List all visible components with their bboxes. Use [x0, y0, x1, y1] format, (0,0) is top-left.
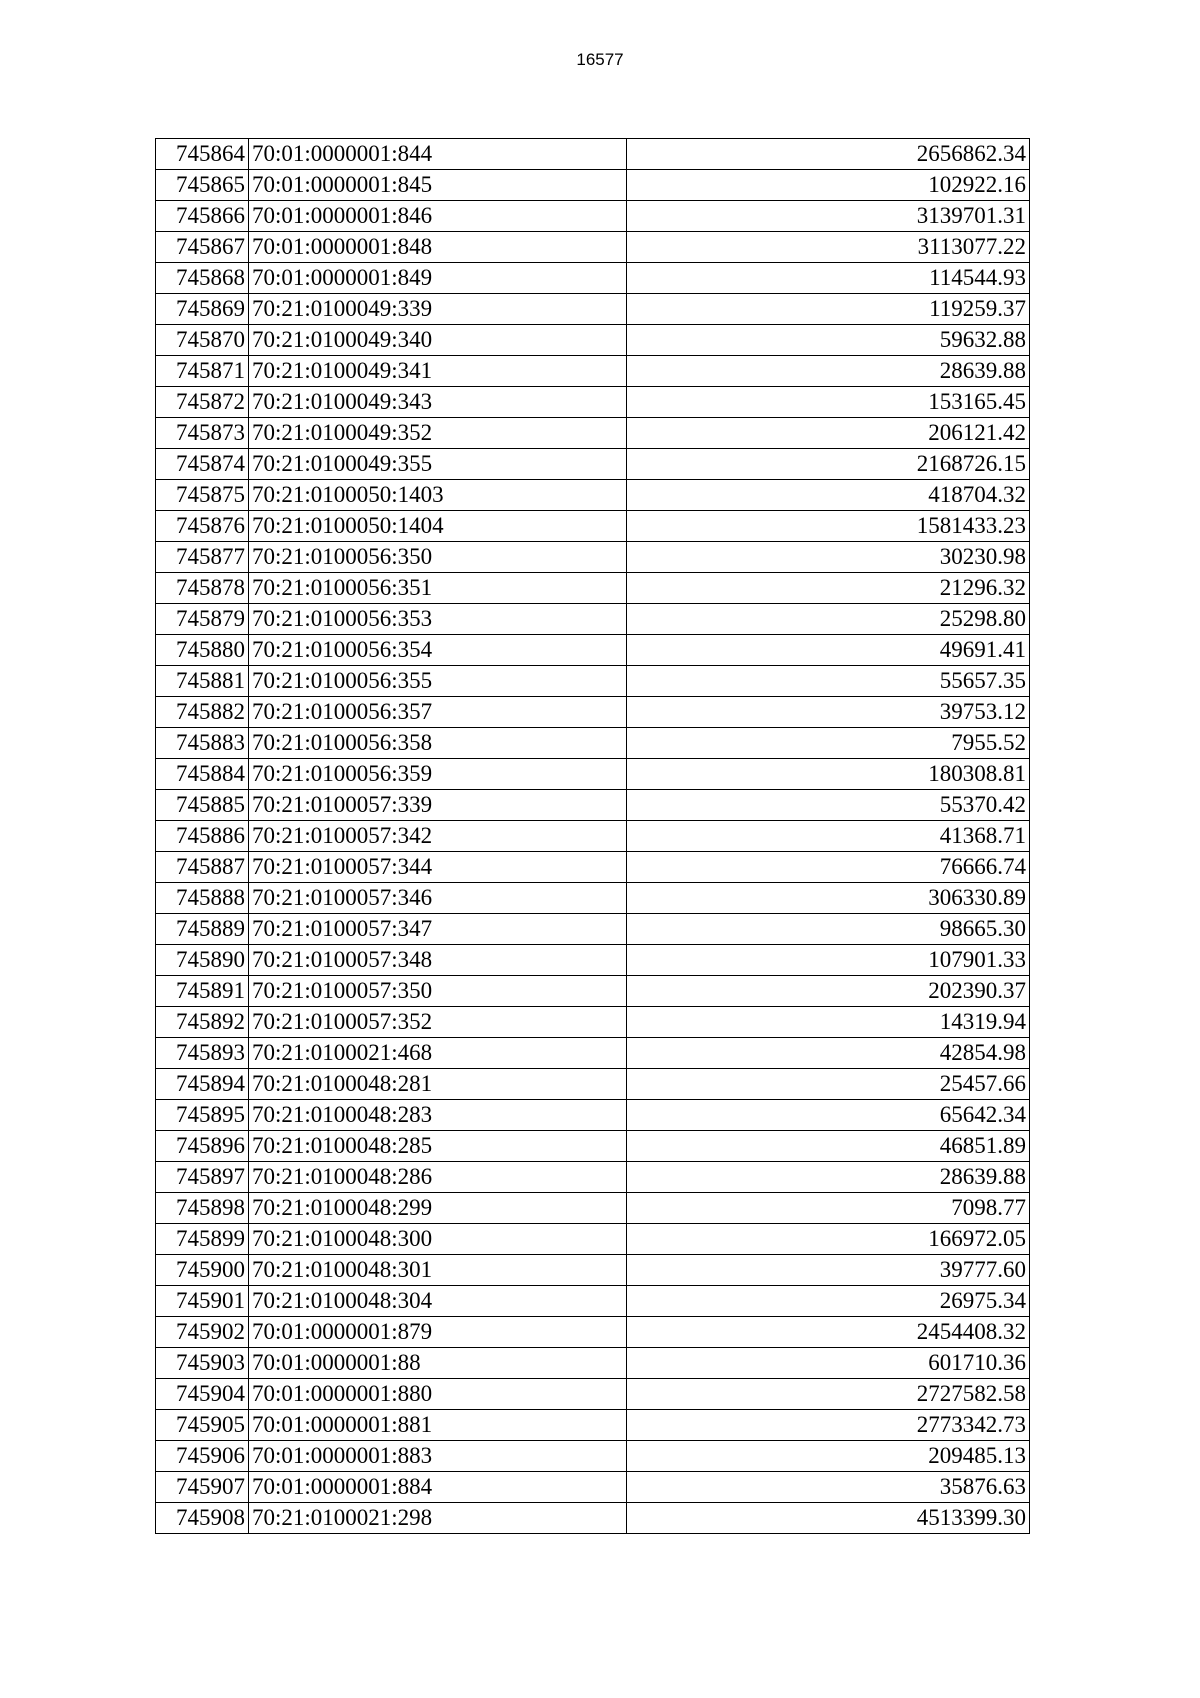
row-number-cell: 745869 [156, 294, 249, 325]
cadastral-number-cell: 70:01:0000001:845 [249, 170, 627, 201]
cadastral-number-cell: 70:21:0100048:304 [249, 1286, 627, 1317]
table-row [156, 1162, 1030, 1193]
row-number-cell: 745896 [156, 1131, 249, 1162]
row-number-cell: 745878 [156, 573, 249, 604]
row-number-cell: 745868 [156, 263, 249, 294]
table-row [156, 1255, 1030, 1286]
cadastral-number-cell: 70:21:0100049:343 [249, 387, 627, 418]
cadastral-number-cell: 70:21:0100056:351 [249, 573, 627, 604]
cadastral-value-cell: 209485.13 [627, 1441, 1030, 1472]
cadastral-number-cell: 70:21:0100049:352 [249, 418, 627, 449]
cadastral-value-cell: 76666.74 [627, 852, 1030, 883]
table-row [156, 170, 1030, 201]
row-number-cell: 745866 [156, 201, 249, 232]
row-number-cell: 745889 [156, 914, 249, 945]
cadastral-value-cell: 2773342.73 [627, 1410, 1030, 1441]
cadastral-number-cell: 70:21:0100056:357 [249, 697, 627, 728]
cadastral-value-cell: 28639.88 [627, 1162, 1030, 1193]
cadastral-value-cell: 28639.88 [627, 356, 1030, 387]
table-row [156, 201, 1030, 232]
cadastral-value-cell: 4513399.30 [627, 1503, 1030, 1534]
cadastral-value-cell: 41368.71 [627, 821, 1030, 852]
cadastral-value-cell: 25457.66 [627, 1069, 1030, 1100]
cadastral-value-cell: 42854.98 [627, 1038, 1030, 1069]
cadastral-value-cell: 1581433.23 [627, 511, 1030, 542]
cadastral-value-table [155, 138, 1030, 1534]
row-number-cell: 745892 [156, 1007, 249, 1038]
cadastral-value-cell: 30230.98 [627, 542, 1030, 573]
cadastral-value-cell: 25298.80 [627, 604, 1030, 635]
cadastral-value-cell: 107901.33 [627, 945, 1030, 976]
table-row [156, 418, 1030, 449]
cadastral-value-cell: 180308.81 [627, 759, 1030, 790]
table-row [156, 852, 1030, 883]
cadastral-number-cell: 70:21:0100049:341 [249, 356, 627, 387]
table-row [156, 790, 1030, 821]
row-number-cell: 745885 [156, 790, 249, 821]
cadastral-value-cell: 601710.36 [627, 1348, 1030, 1379]
cadastral-value-cell: 2656862.34 [627, 139, 1030, 170]
cadastral-value-cell: 202390.37 [627, 976, 1030, 1007]
cadastral-number-cell: 70:21:0100057:350 [249, 976, 627, 1007]
row-number-cell: 745877 [156, 542, 249, 573]
cadastral-number-cell: 70:21:0100057:344 [249, 852, 627, 883]
row-number-cell: 745907 [156, 1472, 249, 1503]
cadastral-number-cell: 70:21:0100021:298 [249, 1503, 627, 1534]
cadastral-value-cell: 21296.32 [627, 573, 1030, 604]
cadastral-value-cell: 7098.77 [627, 1193, 1030, 1224]
table-row [156, 821, 1030, 852]
row-number-cell: 745879 [156, 604, 249, 635]
table-row [156, 728, 1030, 759]
row-number-cell: 745874 [156, 449, 249, 480]
row-number-cell: 745899 [156, 1224, 249, 1255]
cadastral-value-cell: 306330.89 [627, 883, 1030, 914]
table-row [156, 976, 1030, 1007]
row-number-cell: 745898 [156, 1193, 249, 1224]
row-number-cell: 745904 [156, 1379, 249, 1410]
cadastral-number-cell: 70:21:0100056:355 [249, 666, 627, 697]
table-row [156, 1069, 1030, 1100]
table-row [156, 232, 1030, 263]
table-row [156, 1348, 1030, 1379]
row-number-cell: 745900 [156, 1255, 249, 1286]
cadastral-value-cell: 166972.05 [627, 1224, 1030, 1255]
cadastral-number-cell: 70:21:0100056:358 [249, 728, 627, 759]
cadastral-value-cell: 35876.63 [627, 1472, 1030, 1503]
row-number-cell: 745876 [156, 511, 249, 542]
row-number-cell: 745903 [156, 1348, 249, 1379]
table-row [156, 697, 1030, 728]
cadastral-number-cell: 70:01:0000001:881 [249, 1410, 627, 1441]
row-number-cell: 745872 [156, 387, 249, 418]
table-row [156, 139, 1030, 170]
cadastral-number-cell: 70:21:0100057:342 [249, 821, 627, 852]
cadastral-value-cell: 7955.52 [627, 728, 1030, 759]
cadastral-number-cell: 70:01:0000001:849 [249, 263, 627, 294]
row-number-cell: 745884 [156, 759, 249, 790]
cadastral-number-cell: 70:21:0100056:354 [249, 635, 627, 666]
cadastral-number-cell: 70:01:0000001:848 [249, 232, 627, 263]
table-row [156, 666, 1030, 697]
row-number-cell: 745906 [156, 1441, 249, 1472]
row-number-cell: 745891 [156, 976, 249, 1007]
table-row [156, 945, 1030, 976]
table-row [156, 1503, 1030, 1534]
cadastral-value-cell: 153165.45 [627, 387, 1030, 418]
row-number-cell: 745887 [156, 852, 249, 883]
cadastral-number-cell: 70:21:0100048:281 [249, 1069, 627, 1100]
table-row [156, 480, 1030, 511]
page-number: 16577 [576, 50, 624, 69]
cadastral-number-cell: 70:01:0000001:844 [249, 139, 627, 170]
cadastral-value-cell: 65642.34 [627, 1100, 1030, 1131]
cadastral-value-cell: 98665.30 [627, 914, 1030, 945]
cadastral-number-cell: 70:01:0000001:883 [249, 1441, 627, 1472]
table-row [156, 1286, 1030, 1317]
cadastral-number-cell: 70:21:0100048:283 [249, 1100, 627, 1131]
row-number-cell: 745882 [156, 697, 249, 728]
table-row [156, 449, 1030, 480]
cadastral-number-cell: 70:21:0100056:353 [249, 604, 627, 635]
table-row [156, 1317, 1030, 1348]
table-row [156, 759, 1030, 790]
cadastral-value-cell: 119259.37 [627, 294, 1030, 325]
cadastral-value-cell: 3139701.31 [627, 201, 1030, 232]
table-row [156, 542, 1030, 573]
cadastral-number-cell: 70:21:0100057:346 [249, 883, 627, 914]
table-row [156, 1007, 1030, 1038]
row-number-cell: 745880 [156, 635, 249, 666]
table-row [156, 1193, 1030, 1224]
cadastral-value-cell: 114544.93 [627, 263, 1030, 294]
table-row [156, 573, 1030, 604]
cadastral-number-cell: 70:21:0100048:299 [249, 1193, 627, 1224]
row-number-cell: 745870 [156, 325, 249, 356]
row-number-cell: 745893 [156, 1038, 249, 1069]
table-row [156, 1379, 1030, 1410]
table-row [156, 1410, 1030, 1441]
row-number-cell: 745875 [156, 480, 249, 511]
cadastral-number-cell: 70:21:0100049:355 [249, 449, 627, 480]
row-number-cell: 745897 [156, 1162, 249, 1193]
table-row [156, 1100, 1030, 1131]
row-number-cell: 745871 [156, 356, 249, 387]
cadastral-value-cell: 46851.89 [627, 1131, 1030, 1162]
table-row [156, 294, 1030, 325]
table-row [156, 914, 1030, 945]
table-row [156, 511, 1030, 542]
cadastral-value-cell: 14319.94 [627, 1007, 1030, 1038]
cadastral-value-cell: 55657.35 [627, 666, 1030, 697]
table-row [156, 1131, 1030, 1162]
cadastral-value-cell: 102922.16 [627, 170, 1030, 201]
cadastral-value-cell: 39753.12 [627, 697, 1030, 728]
row-number-cell: 745883 [156, 728, 249, 759]
cadastral-number-cell: 70:21:0100050:1404 [249, 511, 627, 542]
table-row [156, 1472, 1030, 1503]
cadastral-value-cell: 59632.88 [627, 325, 1030, 356]
cadastral-number-cell: 70:21:0100048:300 [249, 1224, 627, 1255]
cadastral-number-cell: 70:21:0100050:1403 [249, 480, 627, 511]
row-number-cell: 745890 [156, 945, 249, 976]
table-row [156, 883, 1030, 914]
cadastral-value-cell: 2168726.15 [627, 449, 1030, 480]
row-number-cell: 745886 [156, 821, 249, 852]
table-row [156, 635, 1030, 666]
cadastral-number-cell: 70:01:0000001:884 [249, 1472, 627, 1503]
row-number-cell: 745865 [156, 170, 249, 201]
row-number-cell: 745864 [156, 139, 249, 170]
cadastral-number-cell: 70:01:0000001:88 [249, 1348, 627, 1379]
row-number-cell: 745901 [156, 1286, 249, 1317]
table-row [156, 1224, 1030, 1255]
cadastral-number-cell: 70:21:0100048:301 [249, 1255, 627, 1286]
table-row [156, 1038, 1030, 1069]
table-row [156, 604, 1030, 635]
cadastral-number-cell: 70:01:0000001:846 [249, 201, 627, 232]
cadastral-value-cell: 39777.60 [627, 1255, 1030, 1286]
row-number-cell: 745888 [156, 883, 249, 914]
row-number-cell: 745902 [156, 1317, 249, 1348]
row-number-cell: 745867 [156, 232, 249, 263]
cadastral-number-cell: 70:21:0100057:352 [249, 1007, 627, 1038]
row-number-cell: 745881 [156, 666, 249, 697]
table-row [156, 387, 1030, 418]
cadastral-value-cell: 3113077.22 [627, 232, 1030, 263]
row-number-cell: 745895 [156, 1100, 249, 1131]
cadastral-value-cell: 49691.41 [627, 635, 1030, 666]
table-row [156, 263, 1030, 294]
table-row [156, 325, 1030, 356]
cadastral-number-cell: 70:21:0100048:286 [249, 1162, 627, 1193]
cadastral-value-cell: 55370.42 [627, 790, 1030, 821]
cadastral-value-cell: 418704.32 [627, 480, 1030, 511]
cadastral-number-cell: 70:21:0100056:359 [249, 759, 627, 790]
row-number-cell: 745908 [156, 1503, 249, 1534]
cadastral-number-cell: 70:21:0100021:468 [249, 1038, 627, 1069]
cadastral-number-cell: 70:21:0100049:339 [249, 294, 627, 325]
cadastral-number-cell: 70:21:0100057:339 [249, 790, 627, 821]
cadastral-value-cell: 206121.42 [627, 418, 1030, 449]
table-row [156, 356, 1030, 387]
cadastral-number-cell: 70:21:0100048:285 [249, 1131, 627, 1162]
cadastral-value-cell: 2727582.58 [627, 1379, 1030, 1410]
cadastral-value-cell: 2454408.32 [627, 1317, 1030, 1348]
cadastral-number-cell: 70:01:0000001:879 [249, 1317, 627, 1348]
cadastral-number-cell: 70:21:0100057:348 [249, 945, 627, 976]
table-row [156, 1441, 1030, 1472]
cadastral-number-cell: 70:01:0000001:880 [249, 1379, 627, 1410]
cadastral-number-cell: 70:21:0100056:350 [249, 542, 627, 573]
row-number-cell: 745873 [156, 418, 249, 449]
row-number-cell: 745894 [156, 1069, 249, 1100]
cadastral-number-cell: 70:21:0100057:347 [249, 914, 627, 945]
row-number-cell: 745905 [156, 1410, 249, 1441]
cadastral-value-cell: 26975.34 [627, 1286, 1030, 1317]
cadastral-number-cell: 70:21:0100049:340 [249, 325, 627, 356]
table-body [156, 139, 1030, 1534]
